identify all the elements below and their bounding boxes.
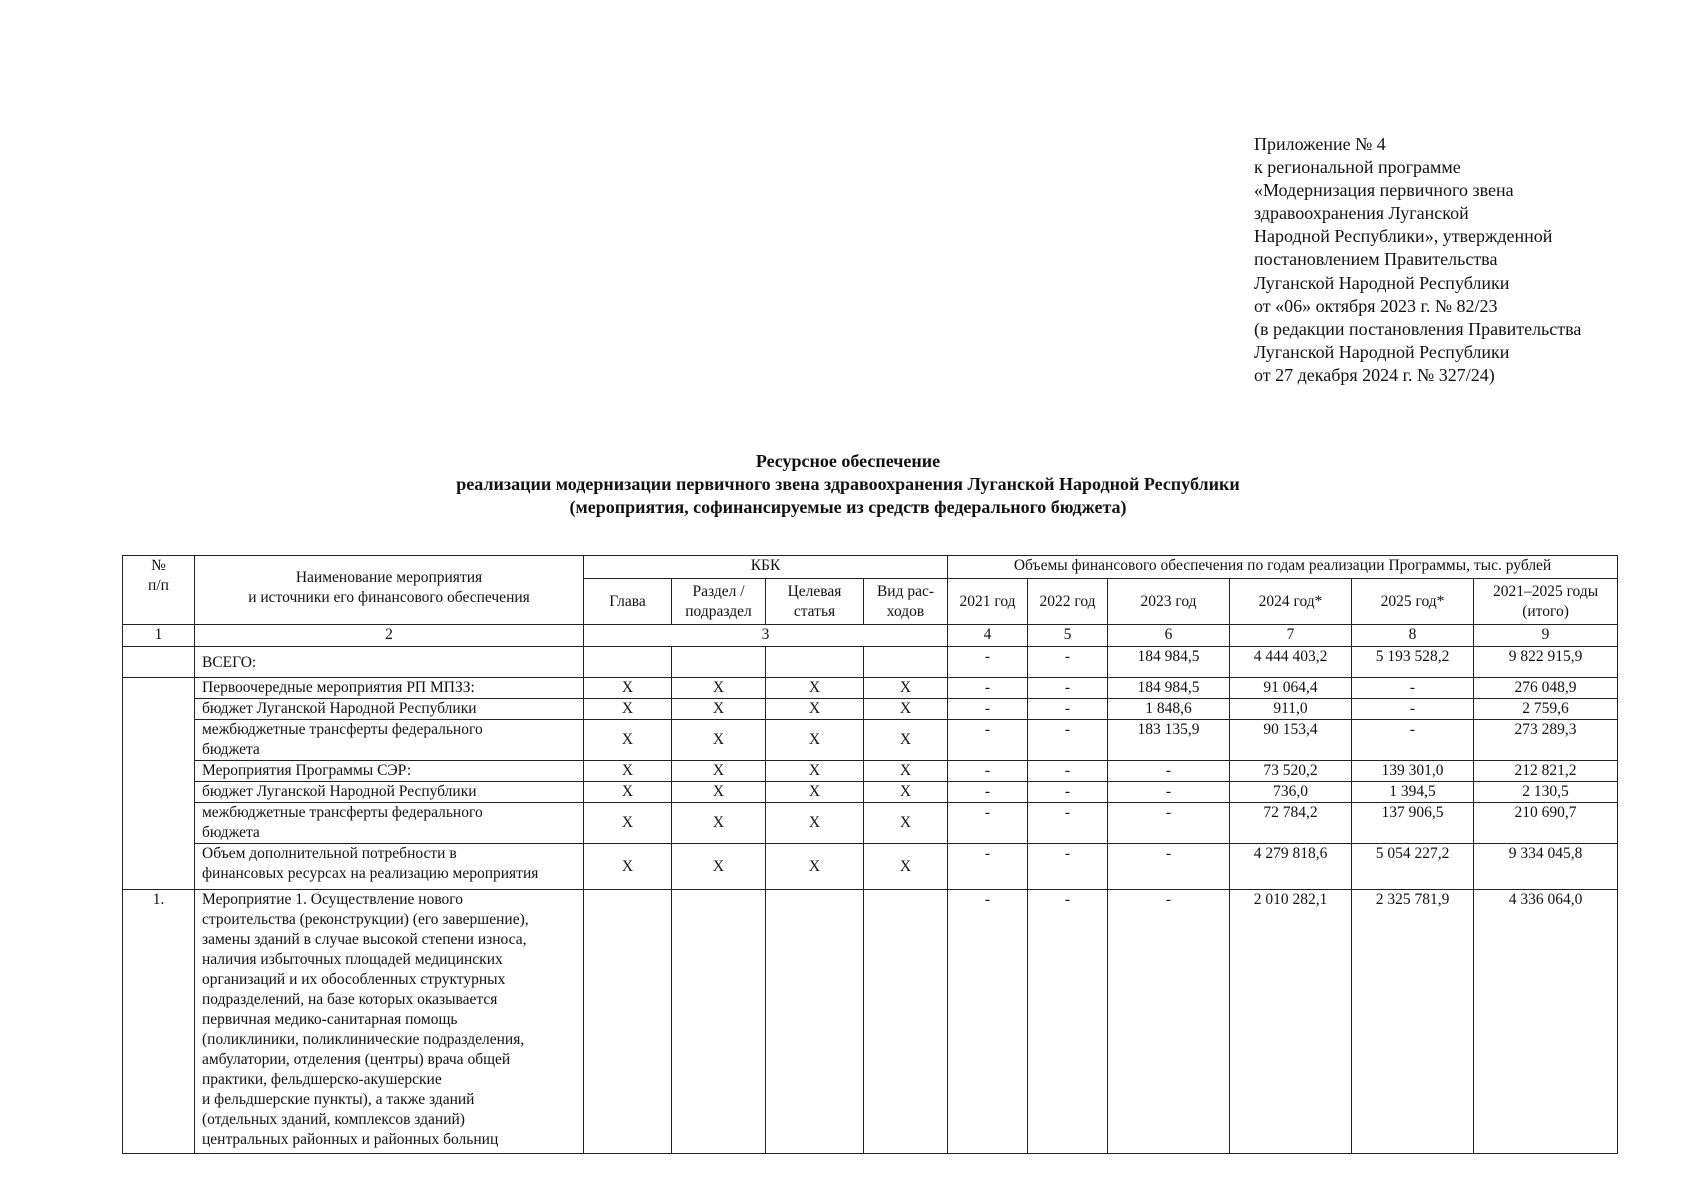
kbk-cell: Х xyxy=(766,720,864,761)
value-cell: 736,0 xyxy=(1230,782,1352,803)
header-2023: 2023 год xyxy=(1108,579,1230,625)
value-cell: 184 984,5 xyxy=(1108,647,1230,678)
table-row xyxy=(123,890,1618,1154)
kbk-cell: Х xyxy=(584,699,672,720)
table-row xyxy=(123,699,1618,720)
value-cell: - xyxy=(948,647,1028,678)
header-total-line: 2021–2025 годы xyxy=(1492,582,1599,600)
appendix-line: Народной Республики», утвержденной xyxy=(1254,226,1553,247)
row-name-line: наличия избыточных площадей медицинских xyxy=(202,951,503,968)
kbk-cell xyxy=(766,890,864,1154)
table-row xyxy=(123,720,1618,761)
table-row xyxy=(123,647,1618,678)
kbk-cell: Х xyxy=(584,761,672,782)
kbk-cell xyxy=(584,890,672,1154)
table-row xyxy=(123,803,1618,844)
value-cell: - xyxy=(1028,761,1108,782)
column-number: 5 xyxy=(1028,625,1108,647)
value-cell: - xyxy=(948,890,1028,1154)
row-name-line: Мероприятие 1. Осуществление нового xyxy=(202,891,464,908)
resource-table xyxy=(122,555,1618,1154)
value-cell: 210 690,7 xyxy=(1474,803,1618,844)
value-cell: - xyxy=(1352,720,1474,761)
header-statya-line: Целевая xyxy=(787,582,842,600)
row-name xyxy=(195,890,584,1154)
kbk-cell: Х xyxy=(584,782,672,803)
value-cell: 2 325 781,9 xyxy=(1352,890,1474,1154)
row-number xyxy=(123,678,195,890)
value-cell: - xyxy=(948,720,1028,761)
row-name-line: бюджета xyxy=(202,741,260,758)
value-cell: - xyxy=(1352,678,1474,699)
kbk-cell: Х xyxy=(766,803,864,844)
column-number: 6 xyxy=(1108,625,1230,647)
header-name-line: Наименование мероприятия xyxy=(295,569,483,586)
header-razdel xyxy=(672,579,766,625)
column-number: 4 xyxy=(948,625,1028,647)
kbk-cell: Х xyxy=(584,720,672,761)
kbk-cell: Х xyxy=(584,803,672,844)
kbk-cell: Х xyxy=(864,844,948,890)
value-cell: - xyxy=(1028,782,1108,803)
column-number: 8 xyxy=(1352,625,1474,647)
value-cell: - xyxy=(1028,678,1108,699)
title-line: (мероприятия, софинансируемые из средств федерального бюджета) xyxy=(569,497,1127,517)
header-vid xyxy=(864,579,948,625)
row-name-line: ВСЕГО: xyxy=(202,654,257,671)
row-name-line: бюджет Луганской Народной Республики xyxy=(202,783,477,800)
row-name-line: замены зданий в случае высокой степени износа, xyxy=(202,931,527,948)
value-cell: 1 848,6 xyxy=(1108,699,1230,720)
kbk-cell: Х xyxy=(864,803,948,844)
kbk-cell: Х xyxy=(864,720,948,761)
value-cell: - xyxy=(948,761,1028,782)
kbk-cell: Х xyxy=(864,699,948,720)
appendix-line: (в редакции постановления Правительства xyxy=(1254,318,1582,339)
value-cell: 9 822 915,9 xyxy=(1474,647,1618,678)
value-cell: 139 301,0 xyxy=(1352,761,1474,782)
value-cell: 9 334 045,8 xyxy=(1474,844,1618,890)
row-name-line: подразделений, на базе которых оказывается xyxy=(202,991,498,1008)
header-2021: 2021 год xyxy=(948,579,1028,625)
value-cell: - xyxy=(1108,844,1230,890)
appendix-line: от «06» октября 2023 г. № 82/23 xyxy=(1254,295,1498,316)
value-cell: 2 759,6 xyxy=(1474,699,1618,720)
value-cell: - xyxy=(948,782,1028,803)
row-name-line: межбюджетные трансферты федерального xyxy=(202,721,483,738)
header-num-line: п/п xyxy=(148,577,169,594)
value-cell: - xyxy=(1028,720,1108,761)
appendix-line: постановлением Правительства xyxy=(1254,249,1498,270)
value-cell: - xyxy=(1108,890,1230,1154)
row-name xyxy=(195,647,584,678)
appendix-line: Луганской Народной Республики xyxy=(1254,341,1510,362)
value-cell: 212 821,2 xyxy=(1474,761,1618,782)
row-name-line: финансовых ресурсах на реализацию мероприятия xyxy=(202,865,539,882)
row-number: 1. xyxy=(123,890,195,1154)
header-kbk: КБК xyxy=(584,556,948,579)
title-line: реализации модернизации первичного звена здравоохранения Луганской Народной Республики xyxy=(456,474,1240,494)
kbk-cell: Х xyxy=(672,678,766,699)
row-name xyxy=(195,844,584,890)
value-cell: - xyxy=(1028,647,1108,678)
row-name-line: Первоочередные мероприятия РП МПЗЗ: xyxy=(202,679,475,696)
row-name-line: центральных районных и районных больниц xyxy=(202,1131,499,1148)
appendix-line: здравоохранения Луганской xyxy=(1254,203,1469,224)
row-name-line: организаций и их обособленных структурных xyxy=(202,971,506,988)
row-name-line: (поликлиники, поликлинические подразделения, xyxy=(202,1031,525,1048)
row-name-line: первичная медико-санитарная помощь xyxy=(202,1011,458,1028)
row-name-line: бюджет Луганской Народной Республики xyxy=(202,700,477,717)
kbk-cell xyxy=(864,890,948,1154)
value-cell: 5 193 528,2 xyxy=(1352,647,1474,678)
value-cell: - xyxy=(948,803,1028,844)
value-cell: - xyxy=(1352,699,1474,720)
row-name xyxy=(195,782,584,803)
header-volumes: Объемы финансового обеспечения по годам реализации Программы, тыс. рублей xyxy=(948,556,1618,579)
value-cell: - xyxy=(1028,699,1108,720)
value-cell: 184 984,5 xyxy=(1108,678,1230,699)
table-row xyxy=(123,678,1618,699)
header-2025: 2025 год* xyxy=(1352,579,1474,625)
value-cell: 72 784,2 xyxy=(1230,803,1352,844)
header-row xyxy=(123,556,1618,579)
value-cell: - xyxy=(1108,803,1230,844)
header-razdel-line: Раздел / xyxy=(692,582,745,600)
value-cell: - xyxy=(948,678,1028,699)
row-name-line: амбулатории, отделения (центры) врача общей xyxy=(202,1051,511,1068)
value-cell: 137 906,5 xyxy=(1352,803,1474,844)
kbk-cell: Х xyxy=(672,803,766,844)
row-name xyxy=(195,678,584,699)
header-name-line: и источники его финансового обеспечения xyxy=(248,589,530,606)
row-name xyxy=(195,761,584,782)
row-name-line: строительства (реконструкции) (его завершение), xyxy=(202,911,529,928)
row-number xyxy=(123,647,195,678)
kbk-cell: Х xyxy=(672,782,766,803)
value-cell: - xyxy=(1028,890,1108,1154)
kbk-cell: Х xyxy=(766,844,864,890)
value-cell: 91 064,4 xyxy=(1230,678,1352,699)
row-name-line: Объем дополнительной потребности в xyxy=(202,845,457,862)
kbk-cell: Х xyxy=(672,844,766,890)
kbk-cell xyxy=(766,647,864,678)
header-glava: Глава xyxy=(584,579,672,625)
kbk-cell: Х xyxy=(864,761,948,782)
appendix-line: к региональной программе xyxy=(1254,157,1461,178)
header-statya-line: статья xyxy=(793,602,836,620)
kbk-cell: Х xyxy=(766,782,864,803)
value-cell: 4 336 064,0 xyxy=(1474,890,1618,1154)
value-cell: 4 444 403,2 xyxy=(1230,647,1352,678)
kbk-cell: Х xyxy=(766,699,864,720)
appendix-line: Приложение № 4 xyxy=(1254,134,1386,154)
column-number: 9 xyxy=(1474,625,1618,647)
row-name-line: бюджета xyxy=(202,824,260,841)
appendix-line: от 27 декабря 2024 г. № 327/24) xyxy=(1254,364,1495,385)
header-vid-line: ходов xyxy=(886,602,925,620)
kbk-cell: Х xyxy=(672,761,766,782)
value-cell: 276 048,9 xyxy=(1474,678,1618,699)
column-number: 7 xyxy=(1230,625,1352,647)
header-2022: 2022 год xyxy=(1028,579,1108,625)
kbk-cell xyxy=(672,890,766,1154)
appendix-line: «Модернизация первичного звена xyxy=(1254,180,1514,201)
value-cell: - xyxy=(948,699,1028,720)
header-vid-line: Вид рас- xyxy=(876,582,935,600)
value-cell: - xyxy=(1108,782,1230,803)
header-razdel-line: подраздел xyxy=(685,602,752,620)
value-cell: 911,0 xyxy=(1230,699,1352,720)
kbk-cell: Х xyxy=(766,761,864,782)
value-cell: - xyxy=(1108,761,1230,782)
header-total-line: (итого) xyxy=(1522,602,1569,620)
header-total xyxy=(1474,579,1618,625)
value-cell: - xyxy=(1028,844,1108,890)
row-name-line: Мероприятия Программы СЭР: xyxy=(202,762,412,779)
value-cell: 2 010 282,1 xyxy=(1230,890,1352,1154)
kbk-cell xyxy=(672,647,766,678)
column-number: 3 xyxy=(584,625,948,647)
row-name xyxy=(195,699,584,720)
appendix-block xyxy=(1254,133,1674,387)
kbk-cell xyxy=(864,647,948,678)
value-cell: 5 054 227,2 xyxy=(1352,844,1474,890)
table-row xyxy=(123,782,1618,803)
column-number: 2 xyxy=(195,625,584,647)
header-name xyxy=(195,556,584,625)
value-cell: 73 520,2 xyxy=(1230,761,1352,782)
appendix-line: Луганской Народной Республики xyxy=(1254,272,1510,293)
column-number-row xyxy=(123,625,1618,647)
row-name-line: и фельдшерские пункты), а также зданий xyxy=(202,1091,475,1108)
header-num xyxy=(123,556,195,625)
header-2024: 2024 год* xyxy=(1230,579,1352,625)
document-title xyxy=(0,450,1696,519)
value-cell: 90 153,4 xyxy=(1230,720,1352,761)
row-name-line: (отдельных зданий, комплексов зданий) xyxy=(202,1111,465,1128)
value-cell: 1 394,5 xyxy=(1352,782,1474,803)
kbk-cell: Х xyxy=(864,678,948,699)
kbk-cell: Х xyxy=(864,782,948,803)
header-num-line: № xyxy=(151,557,166,574)
kbk-cell: Х xyxy=(672,699,766,720)
kbk-cell: Х xyxy=(672,720,766,761)
row-name-line: межбюджетные трансферты федерального xyxy=(202,804,483,821)
title-line: Ресурсное обеспечение xyxy=(755,451,941,471)
header-statya xyxy=(766,579,864,625)
value-cell: - xyxy=(948,844,1028,890)
value-cell: 183 135,9 xyxy=(1108,720,1230,761)
row-name-line: практики, фельдшерско-акушерские xyxy=(202,1071,442,1088)
value-cell: 4 279 818,6 xyxy=(1230,844,1352,890)
kbk-cell: Х xyxy=(584,844,672,890)
kbk-cell xyxy=(584,647,672,678)
value-cell: - xyxy=(1028,803,1108,844)
kbk-cell: Х xyxy=(766,678,864,699)
value-cell: 273 289,3 xyxy=(1474,720,1618,761)
value-cell: 2 130,5 xyxy=(1474,782,1618,803)
kbk-cell: Х xyxy=(584,678,672,699)
table-row xyxy=(123,844,1618,890)
column-number: 1 xyxy=(123,625,195,647)
row-name xyxy=(195,803,584,844)
row-name xyxy=(195,720,584,761)
table-row xyxy=(123,761,1618,782)
